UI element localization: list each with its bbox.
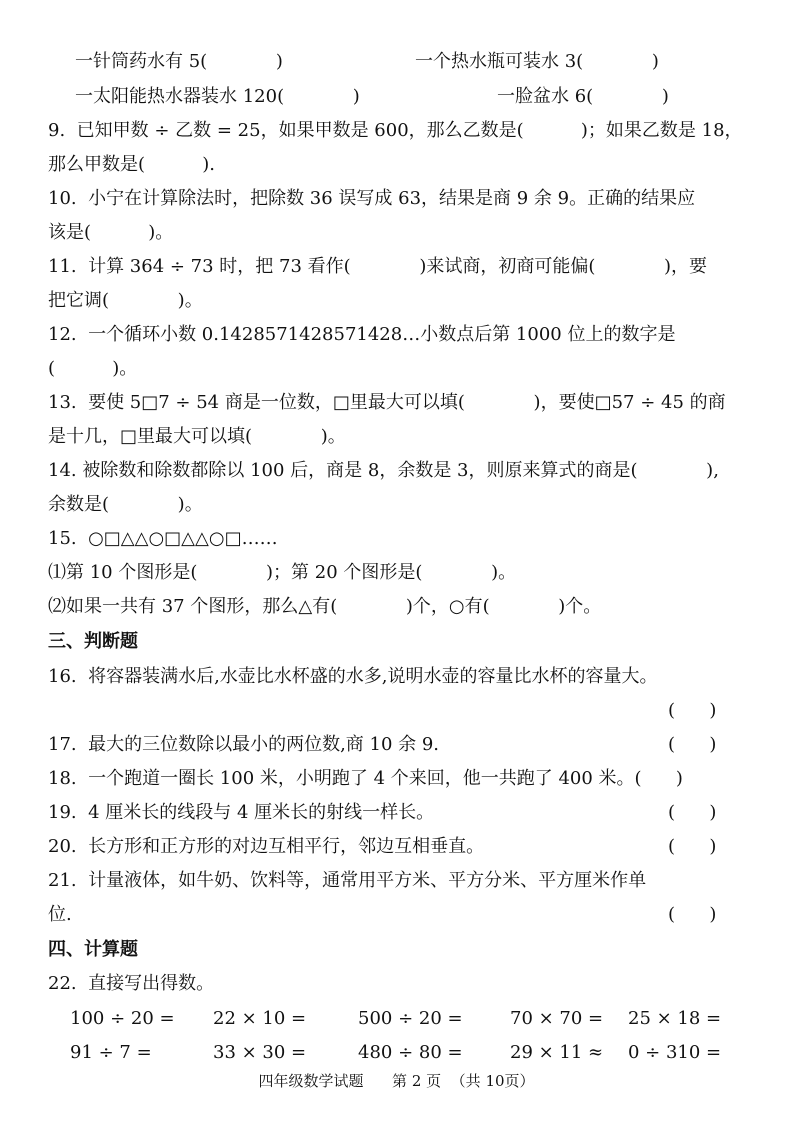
question-11-line2: 把它调( )。 [48,290,203,311]
question-19: 19. 4 厘米长的线段与 4 厘米长的射线一样长。 [48,802,435,823]
calc-item: 91 ÷ 7 = [70,1042,152,1063]
question-21-line1: 21. 计量液体，如牛奶、饮料等，通常用平方米、平方分米、平方厘米作单 [48,870,647,891]
question-17: 17. 最大的三位数除以最小的两位数,商 10 余 9. [48,734,440,755]
calc-item: 33 × 30 = [213,1042,307,1063]
question-20: 20. 长方形和正方形的对边互相平行，邻边互相垂直。 [48,836,485,857]
answer-paren-21: ( ) [668,904,717,925]
question-12-line2: ( )。 [48,358,138,379]
answer-paren-16: ( ) [668,700,717,721]
question-15: 15. ○□△△○□△△○□…… [48,528,278,549]
calc-item: 29 × 11 ≈ [510,1042,604,1063]
question-22: 22. 直接写出得数。 [48,973,215,994]
blank-r1b: 一个热水瓶可装水 3( ) [415,51,659,72]
question-11-line1: 11. 计算 364 ÷ 73 时，把 73 看作( )来试商，初商可能偏( )，要 [48,256,708,277]
calc-item: 500 ÷ 20 = [358,1008,463,1029]
answer-paren-19: ( ) [668,802,717,823]
blank-r1a: 一针筒药水有 5( ) [75,51,283,72]
question-15-part1: ⑴第 10 个图形是( )；第 20 个图形是( )。 [48,562,517,583]
calc-item: 25 × 18 = [628,1008,722,1029]
question-14-line2: 余数是( )。 [48,494,203,515]
answer-paren-17: ( ) [668,734,717,755]
blank-r2b: 一脸盆水 6( ) [497,86,669,107]
question-10-line1: 10. 小宁在计算除法时，把除数 36 误写成 63，结果是商 9 余 9。正确的结果应 [48,188,696,209]
question-9-line1: 9. 已知甲数 ÷ 乙数 = 25，如果甲数是 600，那么乙数是( )；如果乙数是 18， [48,120,743,141]
calc-item: 480 ÷ 80 = [358,1042,463,1063]
question-13-line2: 是十几，□里最大可以填( )。 [48,426,346,447]
question-12-line1: 12. 一个循环小数 0.1428571428571428…小数点后第 1000 位上的数字是 [48,324,676,345]
question-18: 18. 一个跑道一圈长 100 米，小明跑了 4 个来回，他一共跑了 400 米。( ) [48,768,683,789]
question-13-line1: 13. 要使 5□7 ÷ 54 商是一位数，□里最大可以填( )，要使□57 ÷ 45 的商 [48,392,726,413]
question-14-line1: 14. 被除数和除数都除以 100 后，商是 8，余数是 3，则原来算式的商是( ), [48,460,719,481]
page-footer: 四年级数学试题 第 2 页 （共 10页） [258,1072,535,1090]
section-4-heading: 四、计算题 [48,939,138,960]
question-9-line2: 那么甲数是( ). [48,154,215,175]
calc-item: 70 × 70 = [510,1008,604,1029]
section-3-heading: 三、判断题 [48,631,138,652]
calc-item: 0 ÷ 310 = [628,1042,722,1063]
question-21-line2: 位. [48,904,72,925]
question-10-line2: 该是( )。 [48,222,174,243]
blank-r2a: 一太阳能热水器装水 120( ) [75,86,360,107]
answer-paren-20: ( ) [668,836,717,857]
calc-item: 100 ÷ 20 = [70,1008,175,1029]
question-15-part2: ⑵如果一共有 37 个图形，那么△有( )个，○有( )个。 [48,596,602,617]
calc-item: 22 × 10 = [213,1008,307,1029]
question-16: 16. 将容器装满水后,水壶比水杯盛的水多,说明水壶的容量比水杯的容量大。 [48,666,658,687]
